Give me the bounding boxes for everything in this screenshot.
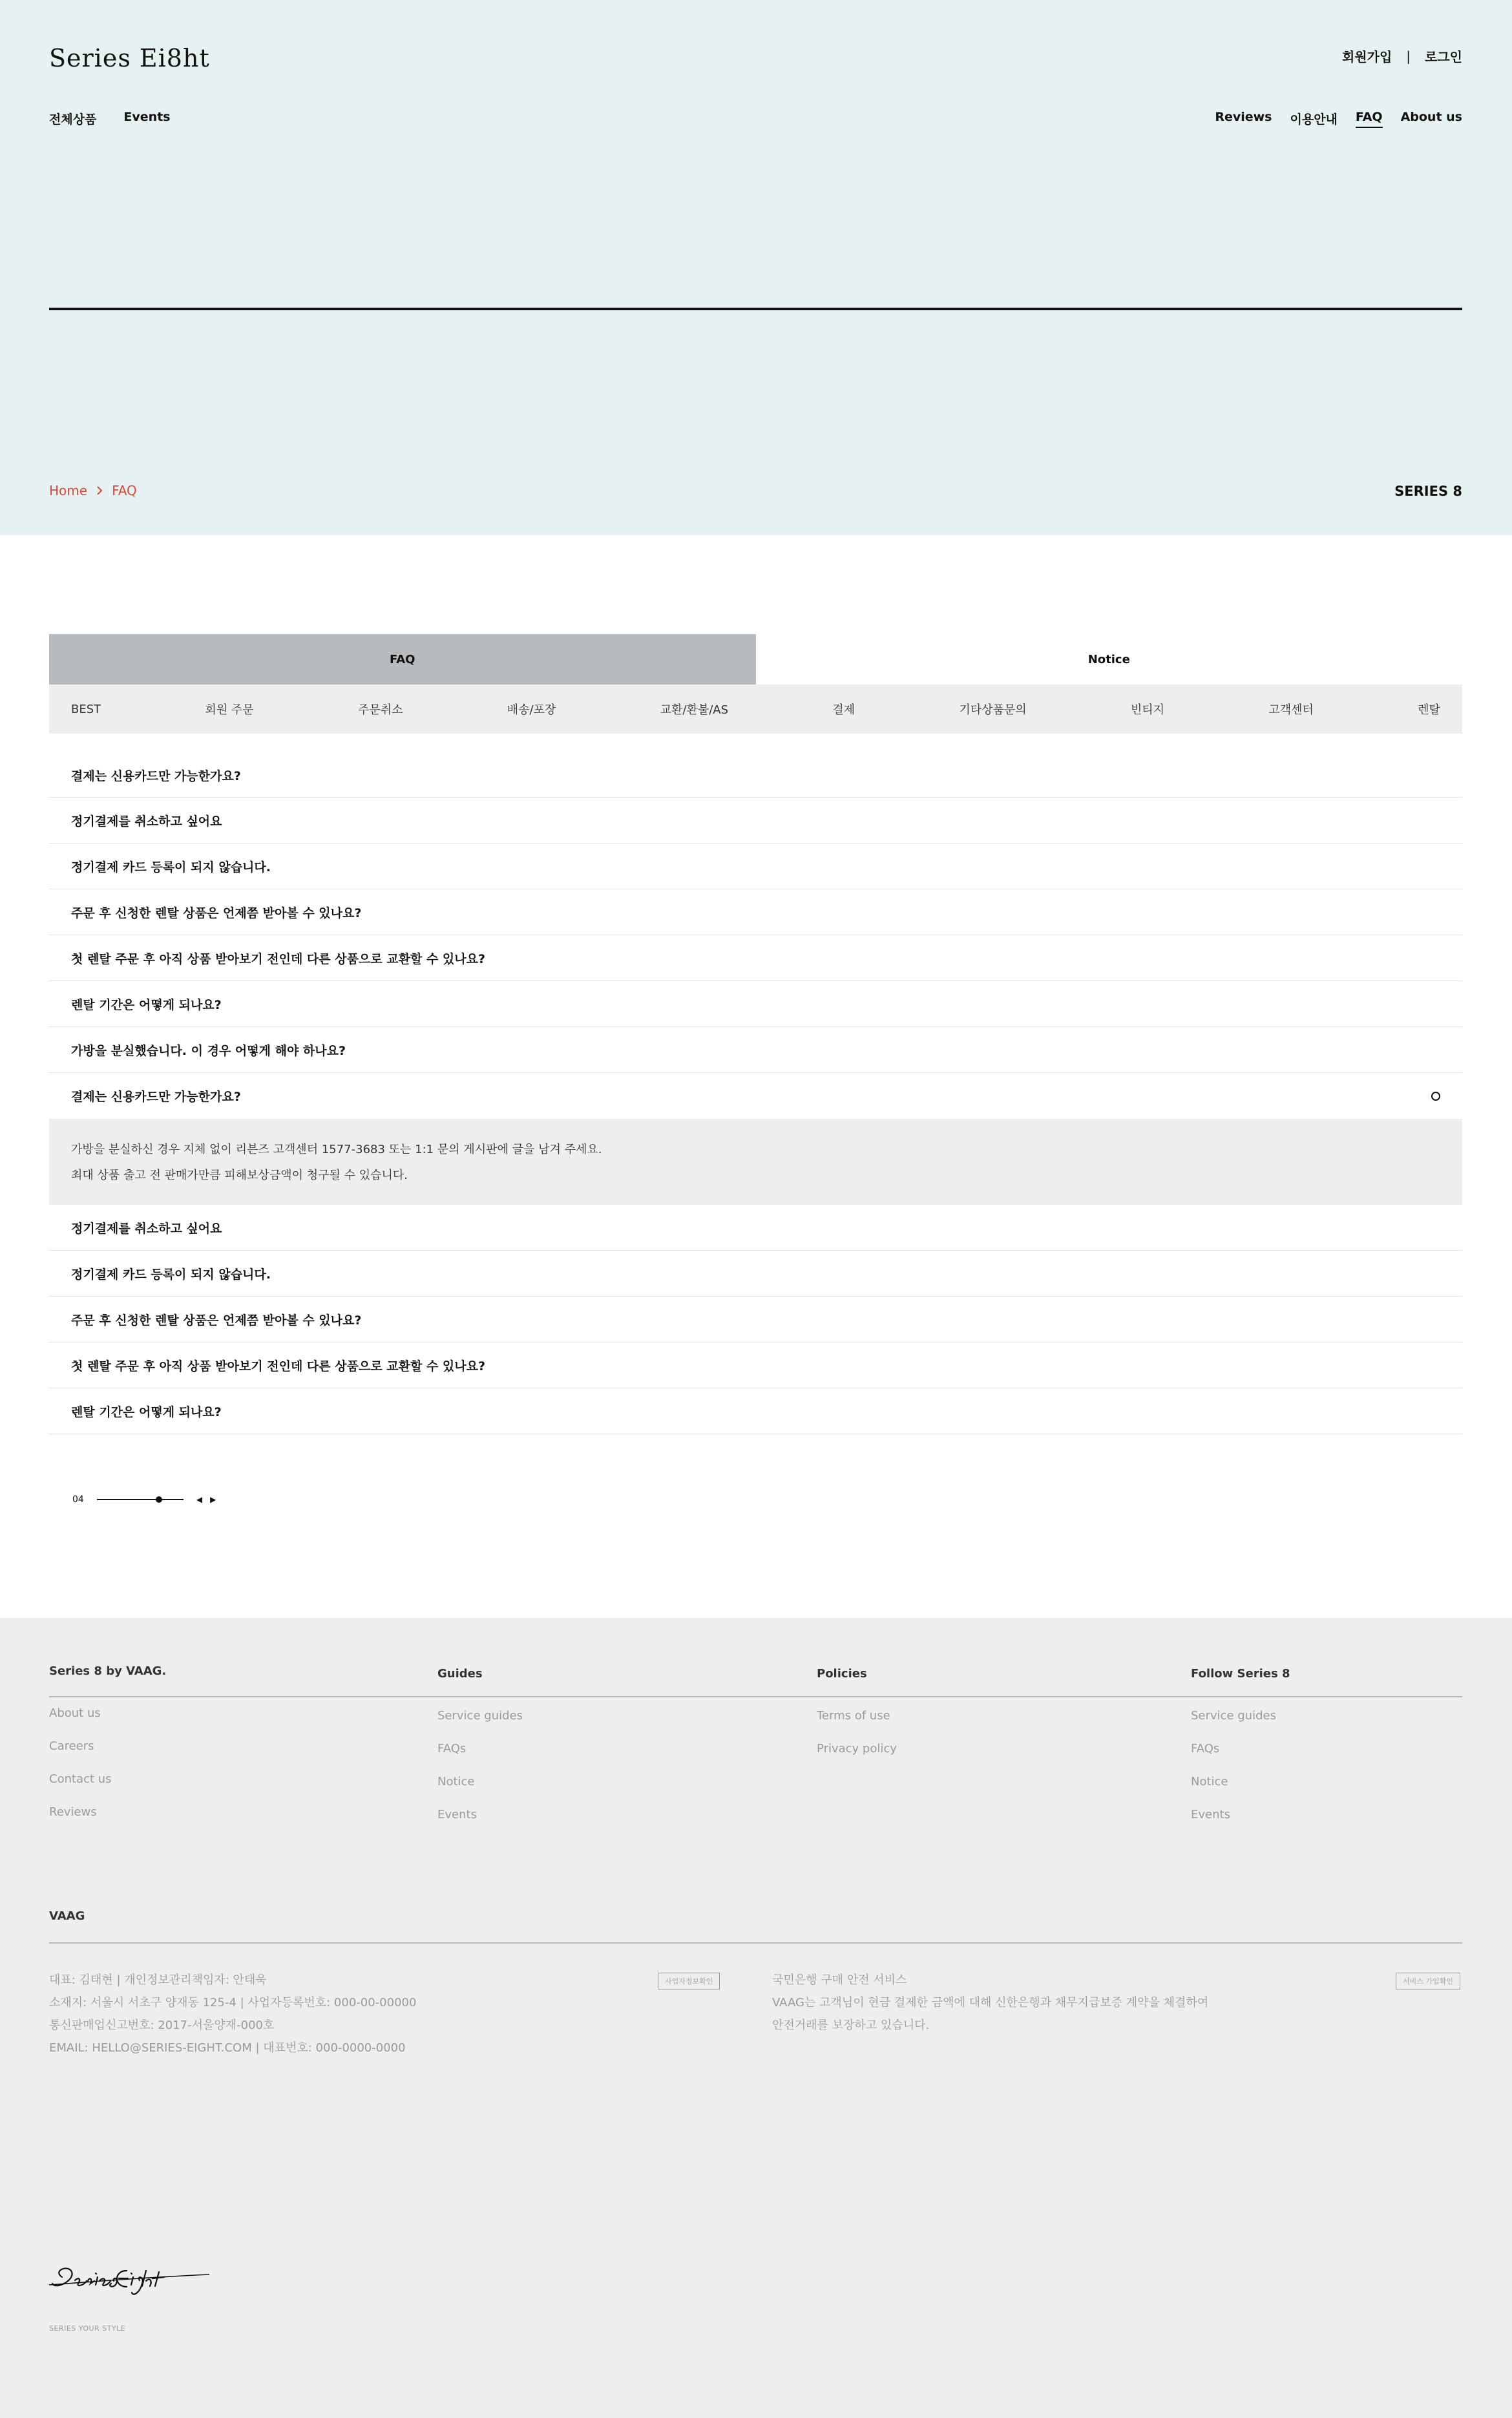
page-progress-handle[interactable] (156, 1496, 162, 1503)
login-link[interactable]: 로그인 (1425, 49, 1462, 65)
faq-question-text: 정기결제를 취소하고 싶어요 (71, 1221, 222, 1236)
footer-link[interactable]: Contact us (49, 1772, 112, 1786)
nav-events[interactable]: Events (123, 110, 171, 124)
faq-question-text: 주문 후 신청한 렌탈 상품은 언제쯤 받아볼 수 있나요? (71, 906, 362, 920)
breadcrumb-current[interactable]: FAQ (112, 483, 137, 498)
faq-question-expanded[interactable] (49, 1073, 1462, 1119)
breadcrumb (49, 483, 137, 498)
footer-link[interactable]: Service guides (1191, 1709, 1276, 1723)
footer-link[interactable]: Reviews (49, 1805, 97, 1819)
company-info-line: EMAIL: HELLO@SERIES-EIGHT.COM | 대표번호: 000-0000-0000 (49, 2041, 406, 2055)
footer-divider (49, 1696, 1462, 1697)
category-bar (49, 684, 1462, 734)
faq-answer-line: 가방을 분실하신 경우 지체 없이 리븐즈 고객센터 1577-3683 또는 1:1 문의 게시판에 글을 남겨 주세요. (71, 1143, 602, 1156)
footer-col-follow (1191, 1667, 1290, 1841)
faq-question[interactable] (49, 843, 1462, 889)
faq-question-text: 결제는 신용카드만 가능한가요? (71, 769, 241, 783)
faq-question[interactable] (49, 1342, 1462, 1388)
category-other[interactable]: 기타상품문의 (959, 703, 1027, 717)
footer-link[interactable]: Notice (437, 1775, 475, 1788)
faq-question-text: 정기결제 카드 등록이 되지 않습니다. (71, 1267, 271, 1282)
faq-question-text: 정기결제 카드 등록이 되지 않습니다. (71, 860, 271, 875)
faq-question[interactable] (49, 798, 1462, 843)
safety-info-line: 안전거래를 보장하고 있습니다. (772, 2019, 930, 2032)
faq-question[interactable] (49, 1251, 1462, 1297)
category-customer-center[interactable]: 고객센터 (1268, 703, 1314, 717)
company-title: VAAG (49, 1909, 85, 1923)
faq-question-text: 정기결제를 취소하고 싶어요 (71, 814, 222, 829)
divider: | (1406, 48, 1411, 64)
footer-col-policies (817, 1667, 897, 1775)
faq-question[interactable] (49, 981, 1462, 1027)
collapse-circle-icon[interactable] (1431, 1092, 1440, 1101)
safety-info-line: 국민은행 구매 안전 서비스 (772, 1973, 907, 1987)
footer-link[interactable]: About us (49, 1706, 101, 1720)
page-arrows (196, 1495, 216, 1504)
nav-about[interactable]: About us (1400, 110, 1462, 124)
faq-question[interactable] (49, 935, 1462, 981)
category-vintage[interactable]: 빈티지 (1130, 703, 1165, 717)
faq-list (49, 753, 1462, 1434)
faq-question[interactable] (49, 753, 1462, 798)
faq-question[interactable] (49, 889, 1462, 935)
safety-info (772, 1969, 1208, 2037)
footer (0, 1618, 1512, 2418)
footer-link[interactable]: Notice (1191, 1775, 1228, 1788)
next-arrow-icon[interactable]: ▶ (210, 1495, 216, 1504)
category-best[interactable]: BEST (71, 702, 101, 716)
faq-question-text: 주문 후 신청한 렌탈 상품은 언제쯤 받아볼 수 있나요? (71, 1313, 362, 1328)
nav-all-products[interactable]: 전체상품 (49, 112, 97, 127)
chevron-right-icon (96, 486, 103, 495)
faq-question[interactable] (49, 1027, 1462, 1073)
page-number: 04 (72, 1494, 84, 1505)
footer-link[interactable]: Terms of use (817, 1709, 890, 1723)
footer-link[interactable]: Privacy policy (817, 1742, 897, 1755)
tagline: SERIES YOUR STYLE (49, 2324, 126, 2333)
board-tabs (49, 634, 1462, 684)
pagination (72, 1494, 216, 1505)
category-shipping[interactable]: 배송/포장 (507, 703, 556, 717)
faq-answer (49, 1119, 1462, 1205)
footer-col-title: Policies (817, 1667, 867, 1681)
footer-link[interactable]: Careers (49, 1739, 94, 1753)
category-payment[interactable]: 결제 (832, 703, 856, 717)
faq-question-text: 렌탈 기간은 어떻게 되나요? (71, 1405, 222, 1419)
faq-question[interactable] (49, 1205, 1462, 1251)
faq-question[interactable] (49, 1297, 1462, 1342)
account-links (1342, 47, 1462, 65)
footer-col-title: Guides (437, 1667, 483, 1681)
faq-question-text: 첫 렌탈 주문 후 아직 상품 받아보기 전인데 다른 상품으로 교환할 수 있나요? (71, 1359, 486, 1373)
faq-question[interactable] (49, 1388, 1462, 1434)
company-info-line: 통신판매업신고번호: 2017-서울양재-000호 (49, 2019, 275, 2032)
footer-link[interactable]: Events (437, 1808, 477, 1821)
footer-col-company (49, 1664, 166, 1838)
company-info (49, 1969, 416, 2059)
signature-logo (49, 2258, 211, 2303)
hero-divider (49, 308, 1462, 310)
category-exchange[interactable]: 교환/환불/AS (660, 703, 729, 717)
nav-reviews[interactable]: Reviews (1215, 110, 1272, 124)
company-info-line: 대표: 김태현 | 개인정보관리책임자: 안태욱 (49, 1973, 267, 1987)
main-nav-right (1215, 110, 1462, 128)
footer-col-title: Series 8 by VAAG. (49, 1664, 167, 1678)
breadcrumb-home[interactable]: Home (49, 483, 88, 498)
page-progress-track[interactable] (97, 1499, 184, 1500)
footer-divider (49, 1942, 1462, 1944)
faq-question-text: 렌탈 기간은 어떻게 되나요? (71, 997, 222, 1012)
logo[interactable]: Series Ei8ht (49, 44, 210, 72)
footer-link[interactable]: Events (1191, 1808, 1230, 1821)
nav-guide[interactable]: 이용안내 (1290, 112, 1338, 127)
faq-answer-line: 최대 상품 출고 전 판매가만큼 피해보상금액이 청구될 수 있습니다. (71, 1169, 408, 1182)
company-info-line: 소재지: 서울시 서초구 양재동 125-4 | 사업자등록번호: 000-00-00000 (49, 1996, 417, 2010)
signup-link[interactable]: 회원가입 (1342, 49, 1392, 65)
nav-faq[interactable]: FAQ (1356, 110, 1383, 128)
footer-link[interactable]: FAQs (1191, 1742, 1220, 1755)
category-member-order[interactable]: 회원 주문 (205, 703, 254, 717)
footer-col-title: Follow Series 8 (1191, 1667, 1290, 1681)
tab-faq[interactable]: FAQ (49, 634, 756, 684)
hero-header (0, 0, 1512, 535)
category-cancel[interactable]: 주문취소 (357, 703, 403, 717)
service-check-button[interactable]: 서비스 가입확인 (1396, 1973, 1460, 1989)
tab-notice[interactable]: Notice (756, 634, 1463, 684)
prev-arrow-icon[interactable]: ◀ (196, 1495, 203, 1504)
footer-col-guides (437, 1667, 523, 1841)
footer-link[interactable]: Service guides (437, 1709, 523, 1723)
faq-question-text: 가방을 분실했습니다. 이 경우 어떻게 해야 하나요? (71, 1043, 346, 1058)
category-rental[interactable]: 렌탈 (1418, 703, 1440, 717)
business-info-button[interactable]: 사업자정보확인 (658, 1973, 720, 1989)
safety-info-line: VAAG는 고객님이 현금 결제한 금액에 대해 신한은행과 채무지급보증 계약을 체결하여 (772, 1996, 1209, 2010)
footer-link[interactable]: FAQs (437, 1742, 467, 1755)
main-nav-left (49, 110, 171, 127)
brand-label: SERIES 8 (1394, 483, 1462, 499)
faq-question-text: 결제는 신용카드만 가능한가요? (71, 1090, 241, 1104)
faq-question-text: 첫 렌탈 주문 후 아직 상품 받아보기 전인데 다른 상품으로 교환할 수 있나요? (71, 951, 486, 966)
